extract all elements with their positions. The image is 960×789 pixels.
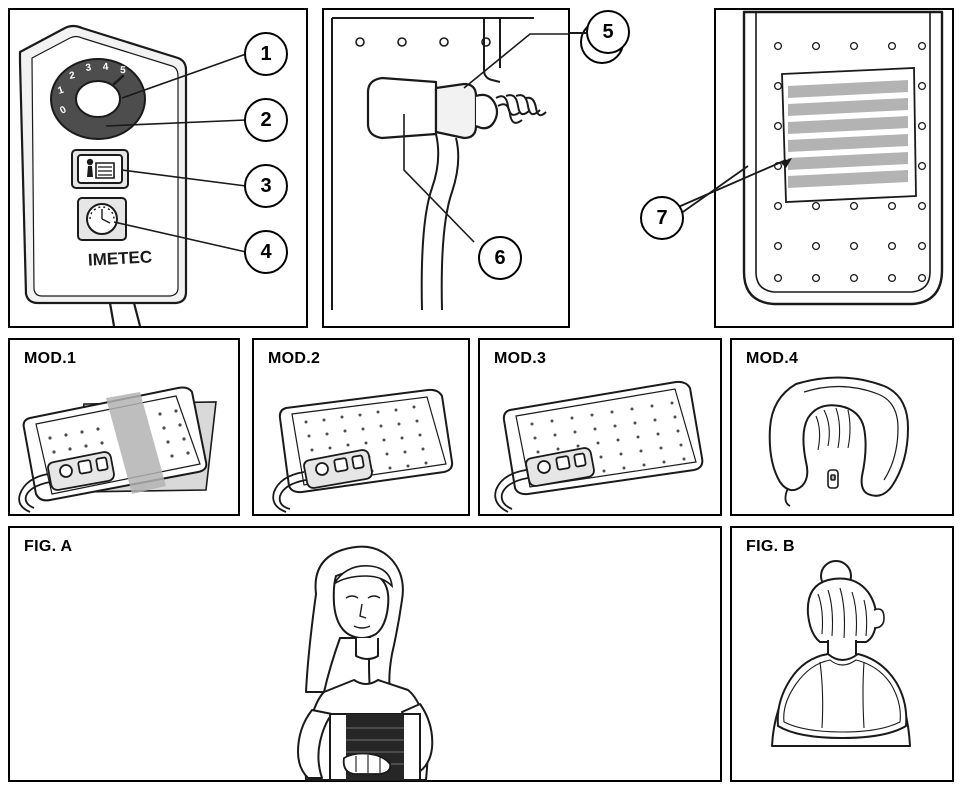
panel-connector: [322, 8, 570, 328]
callout-4-number: 4: [260, 240, 272, 263]
callout-7: [640, 196, 684, 240]
callout-3-number: 3: [260, 174, 272, 197]
callout-2-number: 2: [260, 108, 272, 131]
callout-4: [244, 230, 288, 274]
dial-mark-4: 4: [102, 61, 109, 73]
panel-mod4: [730, 338, 954, 516]
mod4-label: MOD.4: [746, 350, 799, 367]
panel-pad-detail: [714, 8, 954, 328]
mod2-label: MOD.2: [268, 350, 321, 367]
dial-mark-1: 1: [56, 84, 66, 97]
fig-b-label: FIG. B: [746, 538, 795, 555]
callout-6-number: 6: [494, 246, 506, 269]
leader-line-5: [464, 34, 568, 88]
dial-mark-3: 3: [84, 62, 92, 74]
dial-mark-0: 0: [58, 104, 69, 117]
mod3-label: MOD.3: [494, 350, 547, 367]
connector-drawing: [324, 10, 568, 326]
mod3-drawing: [480, 366, 720, 516]
panel-mod2: [252, 338, 470, 516]
leader-line-5-ext: [570, 32, 588, 34]
callout-3: [244, 164, 288, 208]
panel-fig-a: [8, 526, 722, 782]
callout-6: [478, 236, 522, 280]
dial-mark-5: 5: [119, 65, 126, 77]
mod1-drawing: [10, 366, 238, 516]
fig-a-drawing: [220, 542, 520, 782]
callout-2: [244, 98, 288, 142]
pad-detail-drawing: [716, 10, 952, 326]
dial-mark-2: 2: [68, 70, 77, 82]
fig-a-label: FIG. A: [24, 538, 73, 555]
panel-mod3: [478, 338, 722, 516]
controller-brand: IMETEC: [87, 247, 153, 270]
callout-7-number: 7: [656, 206, 668, 229]
mod1-label: MOD.1: [24, 350, 77, 367]
panel-mod1: [8, 338, 240, 516]
callout-5-outer: [586, 10, 630, 54]
callout-1-number: 1: [260, 42, 272, 65]
mod2-drawing: [254, 366, 468, 516]
callout-1: [244, 32, 288, 76]
panel-fig-b: [730, 526, 954, 782]
callout-5-outer-number: 5: [602, 20, 614, 43]
panel-controller: [8, 8, 308, 328]
fig-b-drawing: [732, 550, 952, 782]
mod4-drawing: [732, 366, 952, 516]
